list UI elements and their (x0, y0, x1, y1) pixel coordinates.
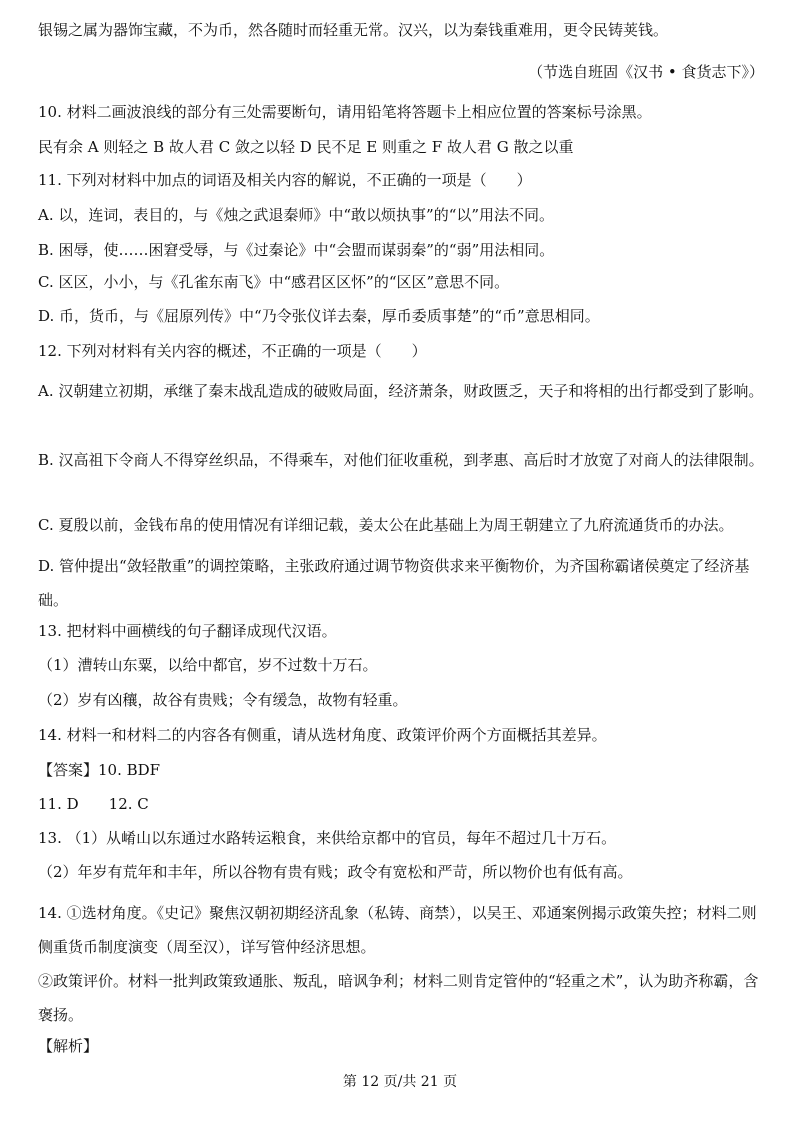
question-12-prompt: 12. 下列对材料有关内容的概述，不正确的一项是（ ） (38, 342, 427, 360)
answer-14-part-1: 14. ①选材角度。《史记》聚焦汉朝初期经济乱象（私铸、商禁），以吴王、邓通案例揭示政策失控；材料二则侧重货币制度演变（周至汉），详写管仲经济思想。 (38, 904, 757, 956)
question-11-prompt: 11. 下列对材料中加点的词语及相关内容的解说，不正确的一项是（ ） (38, 171, 532, 189)
question-12-option-b: B. 汉高祖下令商人不得穿丝织品，不得乘车，对他们征收重税，到孝惠、高后时才放宽了对商人的法律限制。 (38, 451, 764, 469)
question-10-options: 民有余 A 则轻之 B 故人君 C 敛之以轻 D 民不足 E 则重之 F 故人君 G 散之以重 (38, 138, 574, 156)
question-10-prompt: 10. 材料二画波浪线的部分有三处需要断句，请用铅笔将答题卡上相应位置的答案标号涂黑。 (38, 103, 652, 121)
question-12-option-c: C. 夏殷以前，金钱布帛的使用情况有详细记载，姜太公在此基础上为周王朝建立了九府流通货币的办法。 (38, 516, 734, 534)
question-14-prompt: 14. 材料一和材料二的内容各有侧重，请从选材角度、政策评价两个方面概括其差异。 (38, 726, 607, 744)
source-citation: （节选自班固《汉书 • 食货志下》） (528, 63, 764, 81)
question-11-option-a: A. 以，连词，表目的，与《烛之武退秦师》中“敢以烦执事”的“以”用法不同。 (38, 206, 555, 224)
answer-14-part-2: ②政策评价。材料一批判政策致通胀、叛乱，暗讽争利；材料二则肯定管仲的“轻重之术”，认为助齐称霸，含褒扬。 (38, 972, 759, 1024)
question-13-sentence-2: （2）岁有凶穰，故谷有贵贱；令有缓急，故物有轻重。 (38, 691, 408, 709)
page-footer: 第 12 页/共 21 页 (342, 1074, 458, 1090)
answer-13-part-2: （2）年岁有荒年和丰年，所以谷物有贵有贱；政令有宽松和严苛，所以物价也有低有高。 (38, 863, 633, 881)
question-11-option-c: C. 区区，小小，与《孔雀东南飞》中“感君区区怀”的“区区”意思不同。 (38, 273, 510, 291)
intro-line: 银锡之属为器饰宝藏，不为币，然各随时而轻重无常。汉兴，以为秦钱重难用，更令民铸荚钱。 (38, 21, 669, 39)
answer-header: 【答案】10. BDF (38, 761, 161, 779)
question-12-option-a: A. 汉朝建立初期，承继了秦末战乱造成的破败局面，经济萧条，财政匮乏，天子和将相的出行都受到了影响。 (38, 382, 764, 400)
analysis-header: 【解析】 (38, 1037, 99, 1055)
question-13-prompt: 13. 把材料中画横线的句子翻译成现代汉语。 (38, 622, 337, 640)
answer-11-12: 11. D 12. C (38, 795, 149, 813)
answer-13-part-1: 13. （1）从崤山以东通过水路转运粮食，来供给京都中的官员，每年不超过几十万石。 (38, 829, 617, 847)
question-12-option-d: D. 管仲提出“敛轻散重”的调控策略，主张政府通过调节物资供求来平衡物价，为齐国称霸诸侯奠定了经济基础。 (38, 557, 750, 609)
question-13-sentence-1: （1）漕转山东粟，以给中都官，岁不过数十万石。 (38, 656, 378, 674)
question-11-option-d: D. 币，货币，与《屈原列传》中“乃令张仪详去秦，厚币委质事楚”的“币”意思相同。 (38, 307, 600, 325)
question-11-option-b: B. 困辱，使……困窘受辱，与《过秦论》中“会盟而谋弱秦”的“弱”用法相同。 (38, 241, 555, 259)
